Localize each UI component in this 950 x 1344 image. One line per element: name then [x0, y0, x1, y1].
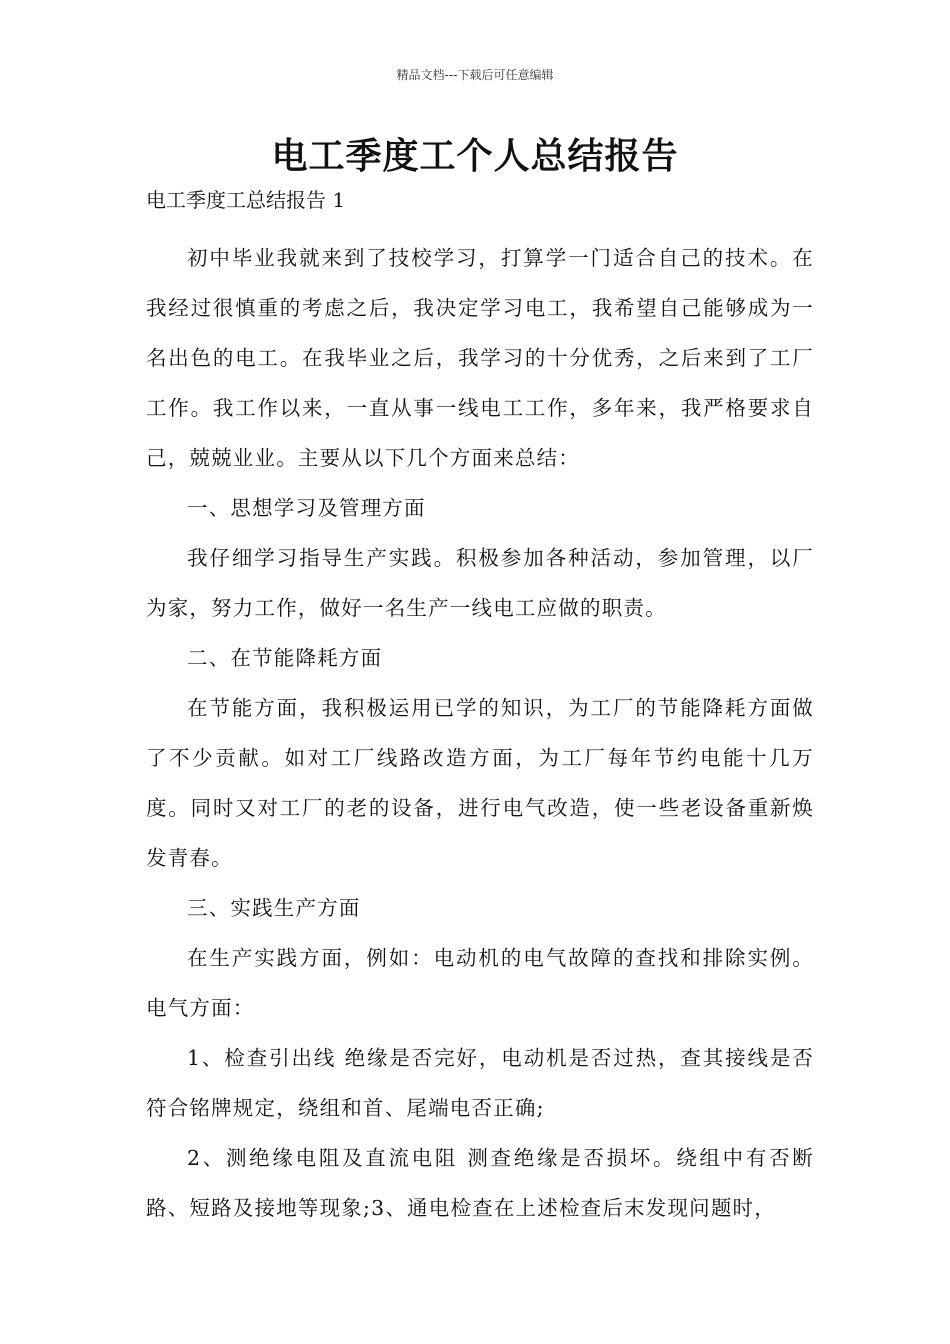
section-heading-1: 一、思想学习及管理方面: [187, 496, 426, 520]
paragraph-intro: 初中毕业我就来到了技校学习，打算学一门适合自己的技术。在我经过很慎重的考虑之后，我决定学习电工，我希望自己能够成为一名出色的电工。在我毕业之后，我学习的十分优秀，之后来到了工厂工作。我工作以来，一直从事一线电工工作，多年来，我严格要求自己，兢兢业业。主要从以下几个方面来总结：: [146, 246, 814, 470]
header-note: 精品文档---下载后可任意编辑: [396, 68, 554, 82]
document-title: 电工季度工个人总结报告: [271, 136, 679, 177]
paragraph-item-2: 2、测绝缘电阻及直流电阻 测查绝缘是否损坏。绕组中有否断路、短路及接地等现象;3、通电检查在上述检查后末发现问题时，: [146, 1146, 814, 1220]
paragraph-section-1: 我仔细学习指导生产实践。积极参加各种活动，参加管理，以厂为家，努力工作，做好一名生产一线电工应做的职责。: [146, 546, 814, 620]
paragraph-item-1: 1、检查引出线 绝缘是否完好，电动机是否过热，查其接线是否符合铭牌规定，绕组和首、尾端电否正确;: [146, 1046, 814, 1120]
document-subtitle: 电工季度工总结报告 1: [146, 188, 346, 212]
document-body: [146, 233, 814, 1233]
paragraph-section-3: 在生产实践方面，例如：电动机的电气故障的查找和排除实例。电气方面：: [146, 946, 814, 1020]
section-heading-2: 二、在节能降耗方面: [187, 646, 383, 670]
paragraph-section-2: 在节能方面，我积极运用已学的知识，为工厂的节能降耗方面做了不少贡献。如对工厂线路改造方面，为工厂每年节约电能十几万度。同时又对工厂的老的设备，进行电气改造，使一些老设备重新焕发青春。: [146, 696, 814, 870]
section-heading-3: 三、实践生产方面: [187, 896, 361, 920]
